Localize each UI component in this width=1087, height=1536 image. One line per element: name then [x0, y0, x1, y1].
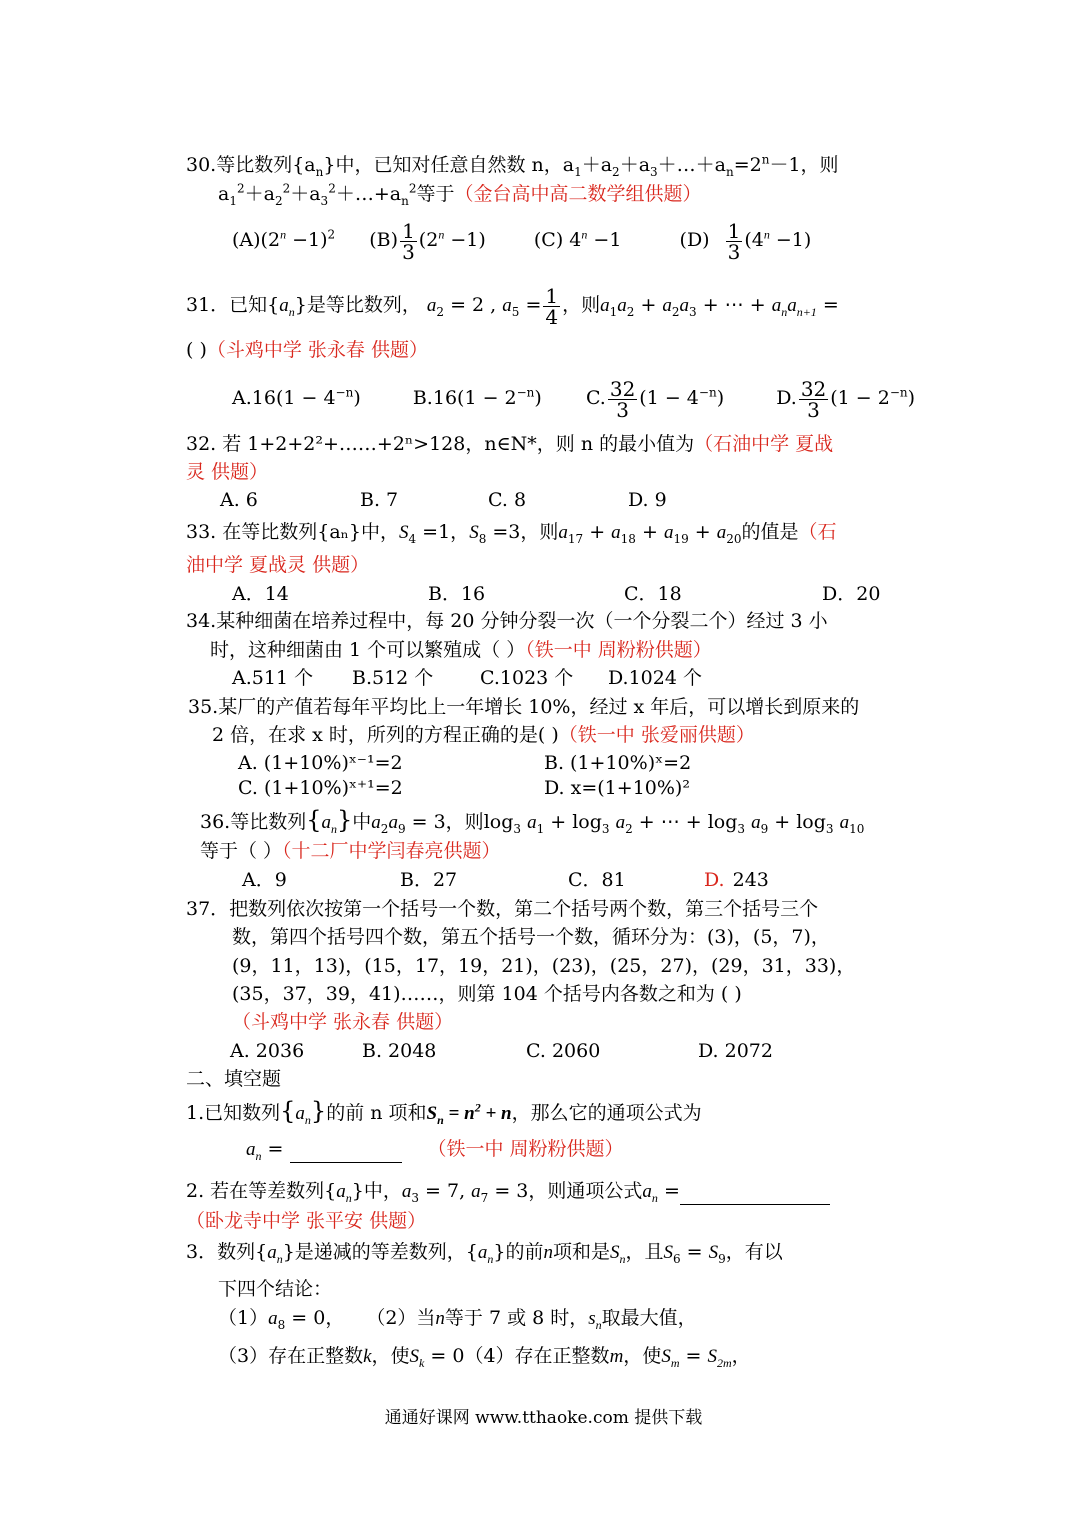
q36-text: 中 — [352, 811, 372, 833]
f1-answer-blank[interactable] — [290, 1144, 402, 1163]
q31-line2 — [186, 337, 428, 363]
f3-text: ，使 — [623, 1345, 662, 1367]
q31-options: $A.16(1 - 4^{-n})$ $B.16(1 - 2^{-n})$ C. $\frac{32}{3}$ $(1 - 4^{-n})$ D. $\frac{32}{3}$ $(1 - 2^{-n})$ — [232, 376, 916, 422]
q30-text: (4 — [744, 229, 764, 251]
q32-source-line2: 灵 供题） — [186, 461, 269, 483]
f2-text: = 7, — [419, 1180, 472, 1202]
q32-line1 — [186, 431, 833, 457]
page-footer: 通通好课网 www.tthaoke.com 提供下载 — [384, 1408, 703, 1428]
q35-options-row2 — [238, 775, 690, 801]
q30-fraction: $\frac{1}{3}$ — [402, 218, 415, 264]
q33-option-a: A．14 — [232, 583, 289, 605]
q33-source: （石 — [798, 521, 837, 543]
q34-line2 — [210, 637, 712, 663]
q32-option-b: B. 7 — [360, 489, 399, 511]
q37-option-a: A. 2036 — [230, 1040, 305, 1062]
q35-text: 2 倍，在求 x 时，所列的方程正确的是( ) — [212, 724, 559, 746]
q36-source: （十二厂中学闫春亮供题） — [282, 840, 501, 862]
q37-line3: (9，11，13)，(15，17，19，21)，(23)，(25，27)，(29，31，33)， — [232, 955, 856, 977]
f1-text: = — [261, 1138, 290, 1160]
q37-option-d: D. 2072 — [698, 1040, 773, 1062]
q31-line1: 31．已知$\{a_n\}$是等比数列， $a_2 = 2$ , $a_5$ = $\frac{1}{4}$ ，则$a_1a_2 + a_2a_3$ + ⋯ + $a_na_{n+1}$ = — [186, 283, 839, 329]
f2-text: }中， — [351, 1180, 402, 1202]
q31-text: 31．已知{ — [186, 294, 280, 316]
q35-line2 — [212, 722, 755, 748]
q34-option-c: C.1023 个 — [480, 667, 574, 689]
q30-sub: n — [315, 164, 324, 179]
q30-sup: n — [761, 152, 770, 167]
q37-option-c: C. 2060 — [526, 1040, 601, 1062]
q30-text: −1) — [444, 229, 486, 251]
q35-source: （铁一中 张爱丽供题） — [558, 724, 755, 746]
f3-text: }是递减的等差数列，{ — [282, 1241, 478, 1263]
q30-text: ＋a — [290, 183, 321, 205]
q30-text: −1 — [587, 229, 622, 251]
q37-line4: (35，37，39，41)……，则第 104 个括号内各数之和为 ( ) — [232, 983, 742, 1005]
f2-text: = 3 — [488, 1180, 529, 1202]
f2-text: = — [657, 1180, 680, 1202]
q32-option-a: A. 6 — [220, 489, 258, 511]
q31-option-d: D. — [776, 387, 797, 409]
q36-option-c: C．81 — [568, 869, 626, 891]
q34-option-a: A.511 个 — [232, 667, 314, 689]
q33-text: 的值是 — [741, 521, 799, 543]
q32-option-d: D. 9 — [628, 489, 667, 511]
f3-line3: $(1)a_8 = 0$， （2）当n等于 7 或 8 时，$s_n$取最大值， — [218, 1307, 697, 1332]
q33-source-line2: 油中学 夏战灵 供题） — [186, 554, 370, 576]
q35-options-row1 — [238, 750, 691, 776]
f3-line1: 3．数列$\{a_n\}$是递减的等差数列，$\{a_n\}$的前n项和是$S_n$，且$S_6 = S_9$，有以 — [186, 1241, 783, 1266]
q36-text: ，则 — [445, 811, 484, 833]
f3-text: ， — [731, 1345, 751, 1367]
f3-line2: 下四个结论： — [218, 1278, 333, 1300]
f3-text: ，且 — [625, 1241, 664, 1263]
f1-text: 1.已知数列 — [186, 1102, 281, 1124]
q30-text: ＋a — [581, 154, 613, 176]
f3-text: ，使 — [371, 1345, 410, 1367]
q37-source: （斗鸡中学 张永春 供题） — [232, 1011, 454, 1033]
f2-text: 2. 若在等差数列{ — [186, 1180, 337, 1202]
q36-answer-label: D. — [704, 869, 725, 891]
q32-text: 32. 若 1+2+2²+……+2ⁿ>128，n∈N*，则 n 的最小值为 — [186, 433, 695, 455]
q34-text: 时，这种细菌由 1 个可以繁殖成（ ） — [210, 639, 526, 661]
q30-text: －1，则 — [769, 154, 839, 176]
f1-text: ，那么它的通项公式为 — [511, 1102, 702, 1124]
q31-text: }是等比数列， — [294, 294, 421, 316]
q34-options — [232, 665, 702, 691]
f3-text: }的前 — [493, 1241, 544, 1263]
q37-option-b: B. 2048 — [362, 1040, 437, 1062]
q36-line1: 36.等比数列$\{a_n\}$中$a_2a_9 = 3$，则$\log_3 a_1 + \log_3 a_2$ + ⋯ + $\log_3 a_9 + \log_3 a_{10}$ — [200, 806, 865, 836]
f3-text: 等于 7 或 8 时， — [444, 1307, 589, 1329]
q36-option-a: A．9 — [242, 869, 287, 891]
q31-text: = — [519, 294, 542, 316]
f3-text: （3）存在正整数 — [218, 1345, 364, 1367]
q36-option-b: B．27 — [400, 869, 458, 891]
q33-line1: 33. 在等比数列{aₙ}中，$S_4 =1$，$S_8 =3$，则$a_{17} + a_{18} + a_{19} + a_{20}$的值是（石 — [186, 521, 837, 546]
f2-answer-blank[interactable] — [680, 1186, 830, 1205]
q31-paren: ( ) — [186, 339, 207, 361]
q30-fraction: $\frac{1}{3}$ — [727, 218, 741, 264]
q33-option-b: B．16 — [428, 583, 486, 605]
f2-line1: 2. 若在等差数列$\{a_n\}$中，$a_3 = 7$, $a_7 = 3$，则通项公式$a_n$ = — [186, 1178, 830, 1205]
q31-text: ，则 — [562, 294, 601, 316]
q30-options: $(A)(2^n -1)^2$ (B) $\frac{1}{3}$ $(2^n -1)$ (C) $4^n -1$ (D) $\frac{1}{3}$ $(4^n -1)$ — [232, 218, 812, 264]
f3-text: ，有以 — [725, 1241, 783, 1263]
q30-text: ＋…＋a — [657, 154, 726, 176]
q36-text: 36.等比数列 — [200, 811, 307, 833]
q37-line2: 数，第四个括号四个数，第五个括号一个数，循环分为：(3)，(5，7)， — [232, 926, 830, 948]
f3-text: （2）当 — [366, 1307, 436, 1329]
f2-text: ，则通项公式 — [528, 1180, 643, 1202]
q36-options — [242, 867, 769, 893]
q35-option-b: B. (1+10%)ˣ=2 — [544, 752, 692, 774]
q36-line2 — [200, 838, 501, 864]
q30-line2: $a_1^2+a_2^2+a_3^2+\dots+a_n^2$等于（金台高中高二数学组供题） — [218, 181, 702, 208]
q30-text: ＋a — [619, 154, 651, 176]
q35-option-a: A. (1+10%)ˣ⁻¹=2 — [238, 752, 403, 774]
q36-text: 等于（ ） — [200, 840, 283, 862]
q31-source: （斗鸡中学 张永春 供题） — [206, 339, 428, 361]
q37-line1: 37．把数列依次按第一个括号一个数，第二个括号两个数，第三个括号三个 — [186, 898, 819, 920]
q34-line1: 34.某种细菌在培养过程中，每 20 分钟分裂一次（一个分裂二个）经过 3 小 — [186, 610, 828, 632]
q31-option-b: B. — [412, 387, 433, 409]
f2-source: （卧龙寺中学 张平安 供题） — [186, 1210, 427, 1232]
q30-text: −1) — [769, 229, 812, 251]
q30-option-d: (D) — [679, 229, 710, 251]
f3-text: 项和是 — [552, 1241, 610, 1263]
q32-source: （石油中学 夏战 — [694, 433, 834, 455]
q33-option-c: C．18 — [624, 583, 682, 605]
q33-option-d: D．20 — [822, 583, 881, 605]
q30-text: 等于 — [416, 183, 455, 205]
q34-option-b: B.512 个 — [352, 667, 434, 689]
f1-line1: 1.已知数列$\{a_n\}$的前 n 项和$S_n = n^2 + n$，那么它的通项公式为 — [186, 1097, 702, 1127]
f3-text: 取最大值， — [601, 1307, 697, 1329]
q31-option-a: A. — [232, 387, 252, 409]
q30-line1: 30.等比数列$\{a_n\}$中，已知对任意自然数 n，$a_1+a_2+a_3+\dots+a_n=2^n-1$，则 — [186, 152, 839, 179]
f1-source: （铁一中 周粉粉供题） — [427, 1138, 624, 1160]
q34-source: （铁一中 周粉粉供题） — [525, 639, 712, 661]
q30-text: }中，已知对任意自然数 n，a — [323, 154, 575, 176]
q30-option-c: (C) 4 — [533, 229, 582, 251]
q36-text: = 3 — [405, 811, 446, 833]
f3-text: = 0（4）存在正整数 — [424, 1345, 610, 1367]
q33-text: =3，则 — [486, 521, 559, 543]
q32-option-c: C. 8 — [488, 489, 527, 511]
q30-text: ＋…+a — [335, 183, 402, 205]
q30-option-b: (B) — [369, 229, 399, 251]
f3-text: 3．数列{ — [186, 1241, 268, 1263]
q31-fraction: $\frac{32}{3}$ — [609, 376, 636, 422]
f3-text: = 0， — [285, 1307, 345, 1329]
q33-text: 33. 在等比数列{aₙ}中， — [186, 521, 399, 543]
q31-option-c: C. — [585, 387, 606, 409]
f3-line4: （3）存在正整数k，使$S_k = 0(4)$存在正整数m，使$S_m = S_{2m}$， — [218, 1345, 751, 1370]
q30-text: (2 — [418, 229, 439, 251]
q31-text: = 2 , — [444, 294, 497, 316]
q31-fraction: $\frac{1}{4}$ — [545, 283, 559, 329]
q35-option-d: D. x=(1+10%)² — [544, 777, 690, 799]
q37-options — [230, 1038, 773, 1064]
q33-options — [232, 581, 880, 607]
q30-text: a — [218, 183, 230, 205]
q36-option-d: 243 — [732, 869, 769, 891]
q30-text: ＋a — [244, 183, 275, 205]
q30-option-a: (A)(2 — [232, 229, 281, 251]
q32-options — [220, 487, 667, 513]
q35-option-c: C. (1+10%)ˣ⁺¹=2 — [238, 777, 403, 799]
f1-line2: $a_n$ = （铁一中 周粉粉供题） — [246, 1138, 624, 1163]
q30-text: =2 — [733, 154, 762, 176]
f1-text: 的前 n 项和 — [326, 1102, 427, 1124]
q30-text: 30.等比数列{a — [186, 154, 316, 176]
q30-source: （金台高中高二数学组供题） — [454, 183, 702, 205]
q33-text: =1， — [416, 521, 470, 543]
q30-text: −1) — [286, 229, 328, 251]
q34-option-d: D.1024 个 — [608, 667, 702, 689]
f3-text: （1） — [218, 1307, 269, 1329]
section-heading: 二、填空题 — [186, 1068, 282, 1090]
q31-fraction: $\frac{32}{3}$ — [800, 376, 827, 422]
q35-line1: 35.某厂的产值若每年平均比上一年增长 10%，经过 x 年后，可以增长到原来的 — [188, 696, 860, 718]
